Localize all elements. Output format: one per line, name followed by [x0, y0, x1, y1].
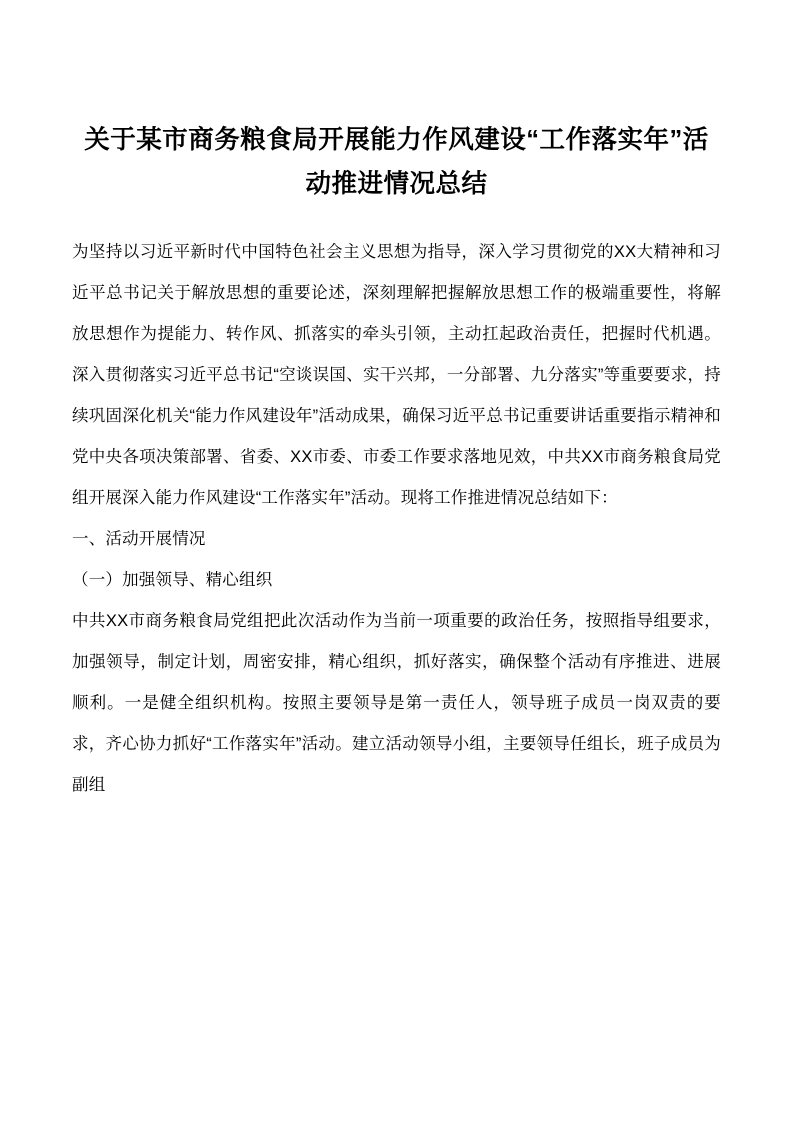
section-heading-1: 一、活动开展情况	[72, 530, 206, 548]
paragraph: 中共XX市商务粮食局党组把此次活动作为当前一项重要的政治任务，按照指导组要求，加强领导，制定计划，周密安排，精心组织，抓好落实，确保整个活动有序推进、进展顺利。一是健全组织机构。按照主要领导是第一责任人，领导班子成员一岗双责的要求，齐心协力抓好“工作落实年”活动。建立活动领导小组，主要领导任组长，班子成员为副组	[72, 612, 721, 794]
page-title: 关于某市商务粮食局开展能力作风建设“工作落实年”活动推进情况总结	[84, 126, 709, 198]
subsection-heading-1-1: （一）加强领导、精心组织	[72, 571, 273, 589]
document-body	[72, 232, 721, 806]
paragraph: 为坚持以习近平新时代中国特色社会主义思想为指导，深入学习贯彻党的XX大精神和习近平总书记关于解放思想的重要论述，深刻理解把握解放思想工作的极端重要性，将解放思想作为提能力、转作风、抓落实的牵头引领，主动扛起政治责任，把握时代机遇。深入贯彻落实习近平总书记“空谈误国、实干兴邦，一分部署、九分落实”等重要要求，持续巩固深化机关“能力作风建设年”活动成果，确保习近平总书记重要讲话重要指示精神和党中央各项决策部署、省委、XX市委、市委工作要求落地见效，中共XX市商务粮食局党组开展深入能力作风建设“工作落实年”活动。现将工作推进情况总结如下：	[72, 243, 721, 507]
